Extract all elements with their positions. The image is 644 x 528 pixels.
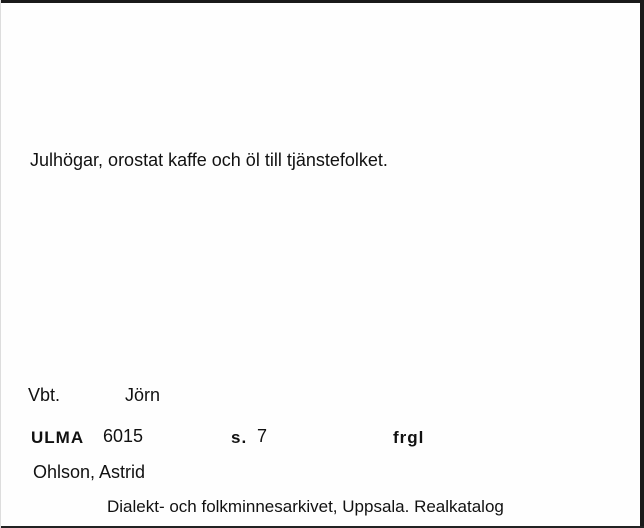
parish-label: Vbt. <box>28 385 61 405</box>
informant-name: Ohlson, Astrid <box>33 462 146 482</box>
archive-number: 6015 <box>103 426 144 446</box>
archive-code: ULMA <box>31 428 85 447</box>
archive-footer: Dialekt- och folkminnesarkivet, Uppsala. Realkatalog <box>107 497 504 516</box>
category-code: frgl <box>393 428 425 447</box>
scan-edge-top <box>0 0 644 3</box>
parish-value: Jörn <box>125 385 161 405</box>
page-label: s. <box>231 428 248 447</box>
scan-edge-left <box>0 0 1 528</box>
card-description: Julhögar, orostat kaffe och öl till tjänstefolket. <box>30 150 388 170</box>
page-value: 7 <box>257 426 268 446</box>
scan-edge-right <box>640 0 644 528</box>
